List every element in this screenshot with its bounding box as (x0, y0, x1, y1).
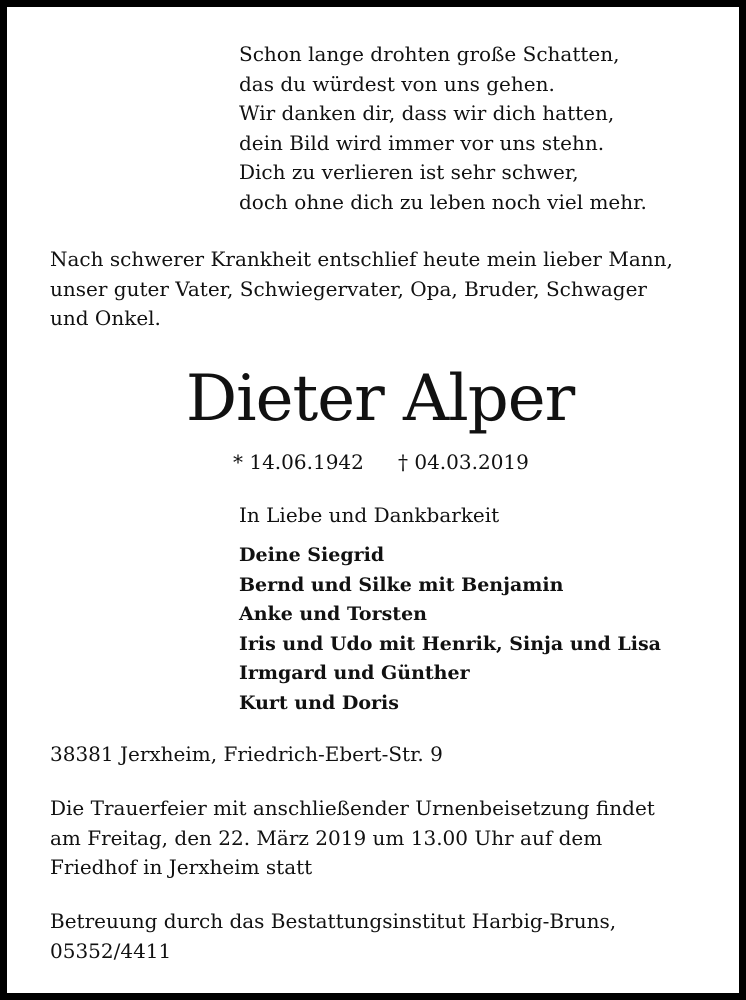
funeral-home-line: Betreuung durch das Bestattungsinstitut Harbig-Bruns, (50, 909, 617, 933)
mourner-name: Anke und Torsten (239, 603, 427, 625)
announcement-line: Nach schwerer Krankheit entschlief heute mein lieber Mann, (50, 247, 673, 271)
poem-line: Dich zu verlieren ist sehr schwer, (239, 160, 579, 184)
poem-line: doch ohne dich zu leben noch viel mehr. (239, 189, 647, 214)
funeral-home-info (50, 907, 616, 966)
birth-date: * 14.06.1942 (233, 450, 364, 474)
announcement-line: und Onkel. (50, 306, 161, 330)
death-date: † 04.03.2019 (398, 450, 529, 474)
ceremony-details (50, 794, 655, 883)
mourners-heading: In Liebe und Dankbarkeit (239, 503, 500, 527)
poem-line: dein Bild wird immer vor uns stehn. (239, 130, 605, 155)
mourner-name: Irmgard und Günther (239, 662, 470, 684)
life-dates (233, 448, 529, 476)
ceremony-line: am Freitag, den 22. März 2019 um 13.00 Uhr auf dem (50, 825, 603, 850)
announcement-line: unser guter Vater, Schwiegervater, Opa, Bruder, Schwager (50, 276, 647, 301)
memorial-poem (239, 40, 647, 217)
mourners-list (239, 541, 661, 718)
mourner-name: Iris und Udo mit Henrik, Sinja und Lisa (239, 632, 661, 655)
mourner-name: Bernd und Silke mit Benjamin (239, 573, 564, 596)
ceremony-line: Die Trauerfeier mit anschließender Urnenbeisetzung findet (50, 796, 655, 820)
poem-line: das du würdest von uns gehen. (239, 71, 555, 96)
poem-line: Wir danken dir, dass wir dich hatten, (239, 101, 615, 125)
deceased-name: Dieter Alper (185, 362, 575, 436)
poem-line: Schon lange drohten große Schatten, (239, 42, 620, 66)
funeral-home-phone: 05352/4411 (50, 938, 172, 963)
mourner-name: Kurt und Doris (239, 691, 399, 714)
death-announcement (50, 245, 720, 334)
mourner-name: Deine Siegrid (239, 544, 385, 566)
ceremony-line: Friedhof in Jerxheim statt (50, 855, 313, 879)
family-address: 38381 Jerxheim, Friedrich-Ebert-Str. 9 (50, 742, 443, 766)
